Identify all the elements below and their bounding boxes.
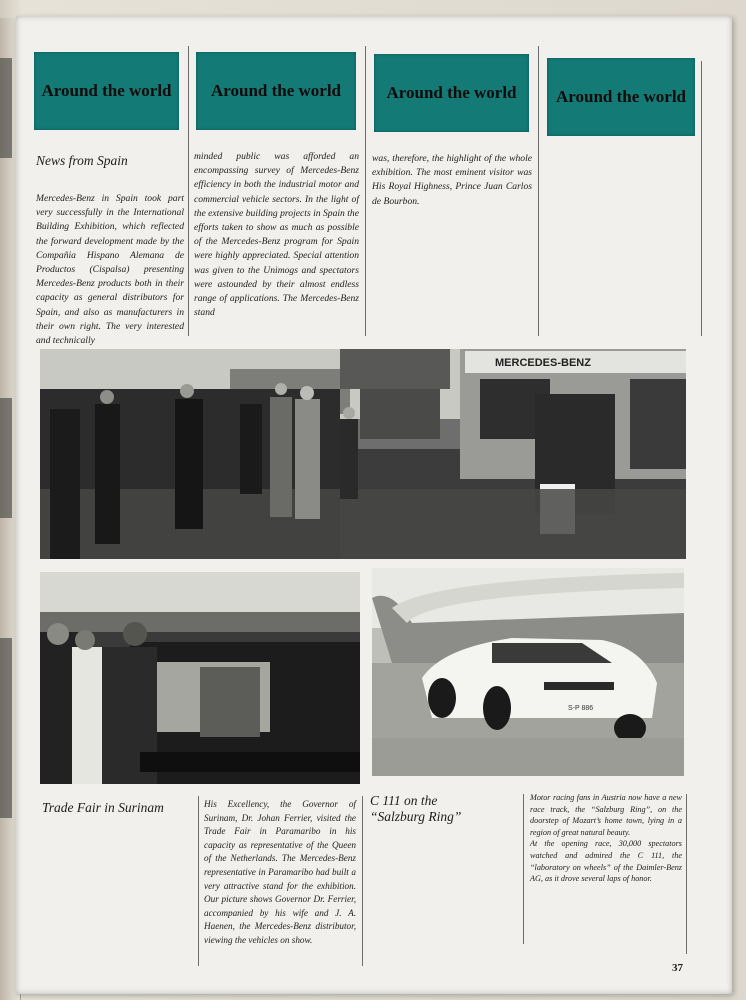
column-rule <box>365 46 366 336</box>
spain-column-2 <box>194 150 359 320</box>
page-number: 37 <box>672 962 683 974</box>
surinam-headline: Trade Fair in Surinam <box>42 800 164 815</box>
salzburg-column <box>530 792 682 885</box>
car-license-plate: S-P 886 <box>568 705 594 712</box>
surinam-text: His Excellency, the Governor of Surinam, Dr. Johan Ferrier, visited the Trade Fair in Paramaribo in his capacity as representative of the Queen of the Netherlands. The Mercedes-Benz representative in Paramaribo had built a very attractive stand for the exhibition. Our picture shows Governor Dr. Ferrier, accompanied by his wife and J. A. Haenen, the Mercedes-Benz distributor, viewing the vehicles on show. <box>204 799 356 945</box>
photo-surinam <box>40 572 360 784</box>
column-rule <box>686 794 687 954</box>
salzburg-text-1: Motor racing fans in Austria now have a new race track, the “Salzburg Ring”, on the doorstep of Mozart’s home town, lying in a region of great natural beauty. <box>530 793 682 837</box>
banner-4: Around the world <box>547 58 695 136</box>
salzburg-headline-line2: “Salzburg Ring” <box>370 809 462 824</box>
salzburg-text-2: At the opening race, 30,000 spectators watched and admired the C 111, the “laboratory on wheels” of the Daimler-Benz AG, as it drove several laps of honor. <box>530 839 682 884</box>
photo-exhibition <box>40 349 686 559</box>
spain-text-3: was, therefore, the highlight of the whole exhibition. The most eminent visitor was His Royal Highness, Prince Juan Carlos de Bourbon. <box>372 153 532 207</box>
salzburg-headline <box>370 793 520 825</box>
exhibition-sign: MERCEDES-BENZ <box>495 357 591 369</box>
banner-3: Around the world <box>374 54 529 132</box>
spain-text-1: Mercedes-Benz in Spain took part very successfully in the International Building Exhibition, which reflected the forward development made by the Compañia Hispano Alemana de Productos (Cispalsa) presenting Mercedes-Benz products both in their capacity as general distributors for Spain, and also as manufacturers in their own right. The very interested and technically <box>36 193 184 347</box>
spain-headline: News from Spain <box>36 153 128 168</box>
spain-column-3 <box>372 152 532 209</box>
photo-c111 <box>372 568 684 776</box>
column-rule <box>188 46 189 336</box>
banner-2: Around the world <box>196 52 356 130</box>
banner-1: Around the world <box>34 52 179 130</box>
magazine-page <box>16 16 732 994</box>
column-rule <box>198 796 199 966</box>
spain-text-2: minded public was afforded an encompassing survey of Mercedes-Benz efficiency in both the industrial motor and commercial vehicle sectors. In the light of the extensive building projects in Spain the efforts taken to show as much as possible of the Mercedes-Benz program for Spain were highly appreciated. Special attention was given to the Unimogs and spectators were astounded by their almost endless range of applications. The Mercedes-Benz stand <box>194 151 359 319</box>
column-rule <box>362 796 363 966</box>
surinam-column <box>204 798 356 948</box>
salzburg-headline-line1: C 111 on the <box>370 793 438 808</box>
spain-column-1 <box>36 192 184 348</box>
column-rule <box>701 61 702 336</box>
column-rule <box>538 46 539 336</box>
column-rule <box>523 794 524 944</box>
